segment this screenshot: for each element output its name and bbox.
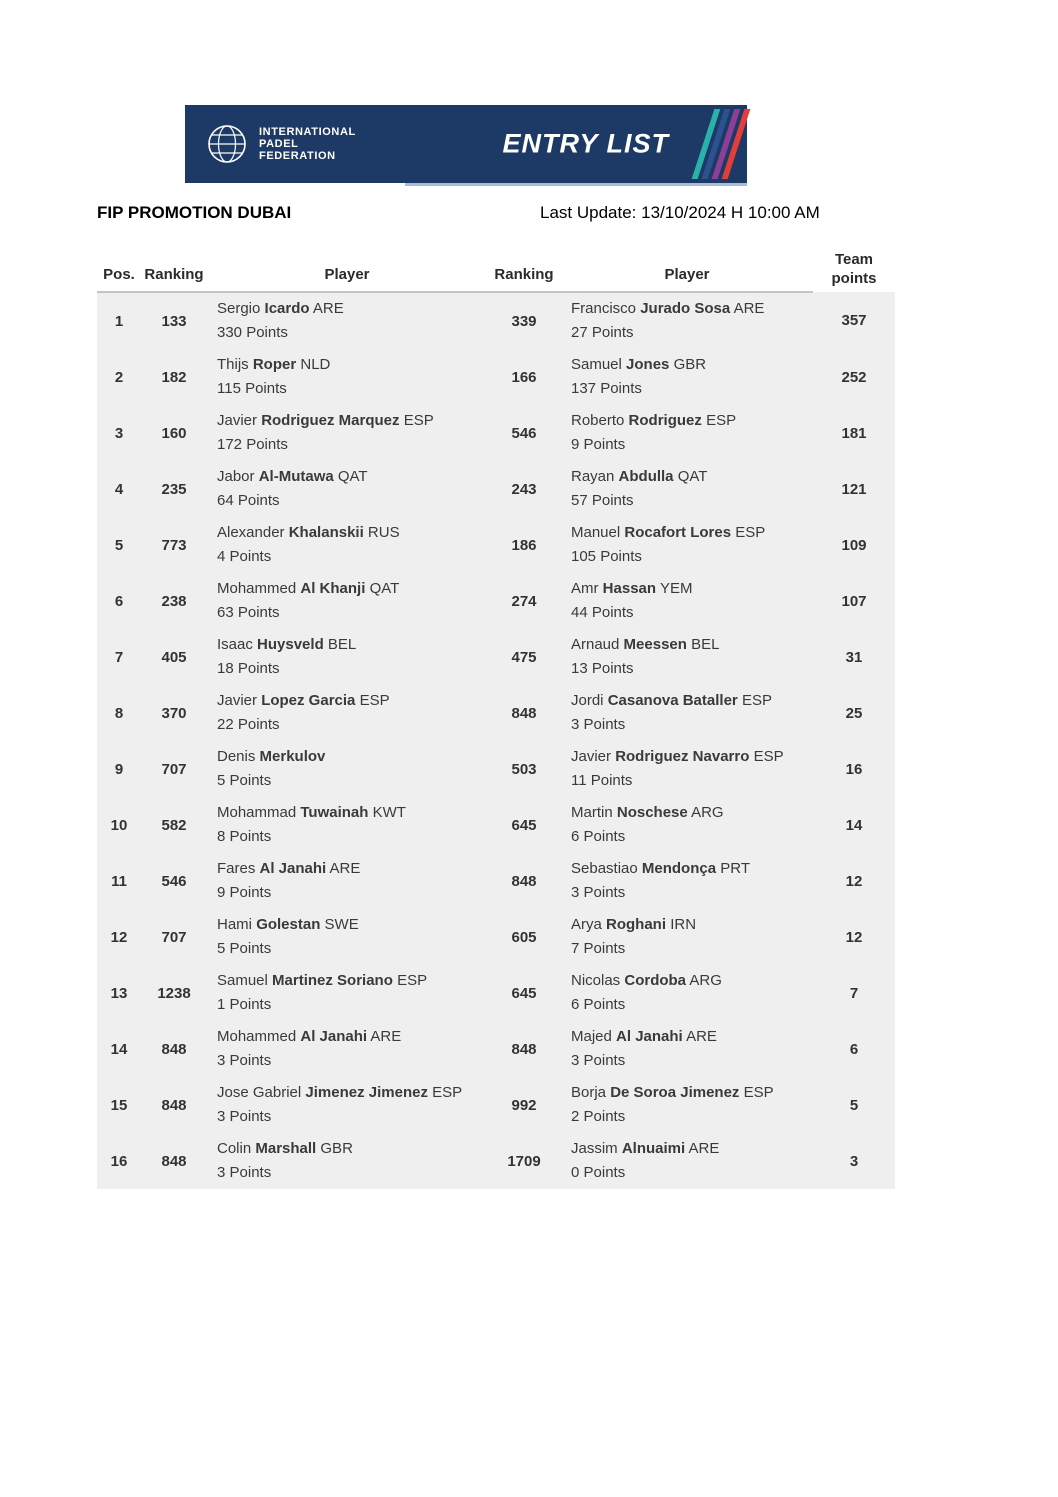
player1-points: 9 Points	[217, 884, 272, 901]
player1-cell	[207, 909, 487, 965]
player2-name	[571, 969, 813, 993]
team-points-cell: 121	[841, 480, 867, 498]
player1-cell	[207, 1077, 487, 1133]
player1-name	[217, 1025, 487, 1049]
player2-last-name: Meessen	[623, 636, 687, 653]
player2-cell	[561, 853, 813, 909]
ranking2-cell: 166	[511, 368, 537, 386]
player1-country: ARE	[370, 1028, 402, 1045]
team-points-cell: 7	[849, 984, 859, 1002]
player1-first-name: Denis	[217, 748, 256, 765]
player1-cell	[207, 405, 487, 461]
entry-table	[97, 250, 895, 1189]
table-row	[97, 965, 895, 1021]
col-header-ranking1: Ranking	[141, 250, 207, 292]
player1-country: QAT	[369, 580, 400, 597]
ipf-logo-line1: INTERNATIONAL	[259, 126, 356, 138]
player2-name	[571, 297, 813, 321]
ranking2-cell: 1709	[507, 1152, 541, 1170]
player1-points: 18 Points	[217, 660, 280, 677]
player2-last-name: Noschese	[616, 804, 688, 821]
position-cell: 1	[114, 312, 124, 330]
player2-points: 57 Points	[571, 492, 634, 509]
player1-country: ESP	[359, 692, 390, 709]
player1-country: ARE	[312, 300, 344, 317]
player2-last-name: De Soroa Jimenez	[610, 1084, 740, 1101]
ranking1-cell: 182	[161, 368, 187, 386]
table-row	[97, 405, 895, 461]
player2-last-name: Casanova Bataller	[607, 692, 738, 709]
player1-name	[217, 409, 487, 433]
player2-country: GBR	[673, 356, 707, 373]
player1-first-name: Jabor	[217, 468, 255, 485]
position-cell: 11	[111, 872, 127, 890]
player1-first-name: Hami	[217, 916, 253, 933]
player2-last-name: Cordoba	[624, 972, 687, 989]
ranking2-cell: 546	[511, 424, 537, 442]
player2-points: 105 Points	[571, 548, 642, 565]
player1-cell	[207, 797, 487, 853]
player1-last-name: Icardo	[264, 300, 310, 317]
player1-first-name: Colin	[217, 1140, 252, 1157]
entry-table-body	[97, 292, 895, 1189]
ranking1-cell: 848	[161, 1096, 187, 1114]
player2-last-name: Hassan	[602, 580, 657, 597]
player1-name	[217, 1081, 487, 1105]
player2-name	[571, 913, 813, 937]
player1-first-name: Mohammed	[217, 580, 297, 597]
player2-country: BEL	[691, 636, 720, 653]
player2-country: QAT	[677, 468, 708, 485]
player2-first-name: Martin	[571, 804, 613, 821]
ranking2-cell: 339	[511, 312, 537, 330]
position-cell: 13	[110, 984, 128, 1002]
player1-last-name: Al-Mutawa	[258, 468, 334, 485]
ranking1-cell: 707	[161, 760, 187, 778]
player2-first-name: Amr	[571, 580, 599, 597]
subheader	[97, 203, 895, 227]
event-title: FIP PROMOTION DUBAI	[97, 203, 292, 222]
player2-first-name: Roberto	[571, 412, 625, 429]
ranking1-cell: 405	[161, 648, 187, 666]
player1-first-name: Javier	[217, 412, 258, 429]
player2-cell	[561, 741, 813, 797]
globe-icon	[205, 122, 249, 166]
player2-points: 6 Points	[571, 828, 626, 845]
player1-first-name: Isaac	[217, 636, 253, 653]
player1-points: 3 Points	[217, 1164, 272, 1181]
player2-cell	[561, 1133, 813, 1189]
position-cell: 9	[114, 760, 124, 778]
player2-last-name: Al Janahi	[616, 1028, 683, 1045]
player2-name	[571, 1137, 813, 1161]
ranking2-cell: 848	[511, 1040, 537, 1058]
player1-points: 1 Points	[217, 996, 272, 1013]
player2-first-name: Borja	[571, 1084, 607, 1101]
player1-country: ESP	[403, 412, 434, 429]
col-header-team-points: Team points	[831, 251, 877, 287]
player2-cell	[561, 405, 813, 461]
ranking1-cell: 238	[161, 592, 187, 610]
team-points-cell: 107	[841, 592, 867, 610]
player1-cell	[207, 965, 487, 1021]
player1-country: RUS	[367, 524, 400, 541]
player2-cell	[561, 461, 813, 517]
player2-country: PRT	[720, 860, 750, 877]
player1-cell	[207, 1133, 487, 1189]
team-points-cell: 3	[849, 1152, 859, 1170]
table-row	[97, 685, 895, 741]
player1-points: 5 Points	[217, 772, 272, 789]
player2-name	[571, 633, 813, 657]
player2-points: 27 Points	[571, 324, 634, 341]
ranking2-cell: 992	[511, 1096, 537, 1114]
player1-last-name: Roper	[252, 356, 297, 373]
ranking2-cell: 503	[511, 760, 537, 778]
player1-name	[217, 689, 487, 713]
table-row	[97, 517, 895, 573]
player1-first-name: Alexander	[217, 524, 285, 541]
player2-cell	[561, 1021, 813, 1077]
table-row	[97, 629, 895, 685]
player2-points: 2 Points	[571, 1108, 626, 1125]
ipf-logo	[205, 122, 356, 166]
player2-points: 0 Points	[571, 1164, 626, 1181]
team-points-cell: 6	[849, 1040, 859, 1058]
player1-last-name: Marshall	[255, 1140, 317, 1157]
ranking1-cell: 848	[161, 1152, 187, 1170]
player1-cell	[207, 741, 487, 797]
player2-points: 3 Points	[571, 1052, 626, 1069]
table-row	[97, 1077, 895, 1133]
ranking1-cell: 133	[161, 312, 187, 330]
table-row	[97, 292, 895, 349]
player1-last-name: Lopez Garcia	[261, 692, 356, 709]
player1-name	[217, 1137, 487, 1161]
player2-country: ESP	[753, 748, 784, 765]
table-row	[97, 573, 895, 629]
player1-name	[217, 913, 487, 937]
player1-country: ESP	[432, 1084, 463, 1101]
player2-last-name: Jones	[626, 356, 670, 373]
player2-first-name: Manuel	[571, 524, 621, 541]
player1-cell	[207, 517, 487, 573]
player2-first-name: Nicolas	[571, 972, 621, 989]
team-points-cell: 252	[841, 368, 867, 386]
player1-points: 64 Points	[217, 492, 280, 509]
position-cell: 7	[114, 648, 124, 666]
player2-country: ARE	[733, 300, 765, 317]
player1-first-name: Sergio	[217, 300, 261, 317]
col-header-ranking2: Ranking	[487, 250, 561, 292]
ranking1-cell: 848	[161, 1040, 187, 1058]
player1-country: GBR	[320, 1140, 353, 1157]
player2-country: ARE	[688, 1140, 720, 1157]
col-header-pos: Pos.	[97, 250, 141, 292]
player2-last-name: Alnuaimi	[621, 1140, 686, 1157]
player2-first-name: Arnaud	[571, 636, 620, 653]
player2-cell	[561, 965, 813, 1021]
ranking1-cell: 235	[161, 480, 187, 498]
position-cell: 15	[110, 1096, 128, 1114]
player2-last-name: Abdulla	[618, 468, 674, 485]
player2-points: 11 Points	[571, 772, 633, 789]
player1-first-name: Mohammad	[217, 804, 297, 821]
player2-last-name: Rodriguez	[628, 412, 702, 429]
player2-cell	[561, 909, 813, 965]
player2-last-name: Roghani	[606, 916, 667, 933]
team-points-cell: 5	[849, 1096, 859, 1114]
player1-first-name: Jose Gabriel	[217, 1084, 302, 1101]
team-points-cell: 109	[841, 536, 867, 554]
player1-points: 4 Points	[217, 548, 272, 565]
player2-points: 3 Points	[571, 716, 626, 733]
player1-cell	[207, 853, 487, 909]
position-cell: 12	[110, 928, 128, 946]
player1-points: 22 Points	[217, 716, 280, 733]
player1-last-name: Rodriguez Marquez	[261, 412, 400, 429]
player2-name	[571, 689, 813, 713]
player2-name	[571, 409, 813, 433]
player1-name	[217, 521, 487, 545]
player2-cell	[561, 517, 813, 573]
entry-list-banner	[185, 105, 747, 183]
player1-name	[217, 745, 487, 769]
ranking2-cell: 645	[511, 816, 537, 834]
player1-name	[217, 297, 487, 321]
player1-last-name: Jimenez Jimenez	[305, 1084, 428, 1101]
ranking1-cell: 1238	[157, 984, 191, 1002]
player1-name	[217, 465, 487, 489]
player2-country: YEM	[659, 580, 693, 597]
banner-stripes-decoration	[699, 109, 739, 179]
ipf-logo-text	[259, 126, 356, 162]
player2-name	[571, 857, 813, 881]
banner-underline-decoration	[405, 183, 747, 186]
position-cell: 2	[114, 368, 124, 386]
table-row	[97, 741, 895, 797]
ranking2-cell: 475	[511, 648, 537, 666]
player2-name	[571, 1025, 813, 1049]
player1-name	[217, 633, 487, 657]
position-cell: 4	[114, 480, 124, 498]
player1-points: 172 Points	[217, 436, 288, 453]
player1-country: NLD	[300, 356, 331, 373]
ranking1-cell: 773	[161, 536, 187, 554]
ranking1-cell: 160	[161, 424, 187, 442]
player2-name	[571, 801, 813, 825]
player2-cell	[561, 629, 813, 685]
player1-last-name: Khalanskii	[288, 524, 364, 541]
ranking2-cell: 274	[511, 592, 537, 610]
last-update-text: Last Update: 13/10/2024 H 10:00 AM	[540, 203, 820, 222]
player2-cell	[561, 1077, 813, 1133]
player2-points: 13 Points	[571, 660, 634, 677]
table-row	[97, 797, 895, 853]
player2-first-name: Javier	[571, 748, 612, 765]
player2-cell	[561, 797, 813, 853]
player1-cell	[207, 1021, 487, 1077]
player2-last-name: Rocafort Lores	[624, 524, 732, 541]
player2-points: 137 Points	[571, 380, 642, 397]
player2-last-name: Mendonça	[641, 860, 717, 877]
player2-last-name: Jurado Sosa	[640, 300, 731, 317]
player2-first-name: Jassim	[571, 1140, 618, 1157]
player1-last-name: Huysveld	[257, 636, 324, 653]
player1-cell	[207, 573, 487, 629]
player1-name	[217, 969, 487, 993]
position-cell: 8	[114, 704, 124, 722]
position-cell: 16	[110, 1152, 128, 1170]
team-points-cell: 357	[841, 312, 867, 329]
player2-name	[571, 745, 813, 769]
player2-points: 3 Points	[571, 884, 626, 901]
player2-name	[571, 465, 813, 489]
player2-name	[571, 521, 813, 545]
table-row	[97, 1021, 895, 1077]
player2-country: ESP	[743, 1084, 774, 1101]
player1-last-name: Al Janahi	[300, 1028, 368, 1045]
player1-name	[217, 577, 487, 601]
ranking1-cell: 370	[161, 704, 187, 722]
team-points-cell: 16	[845, 760, 863, 778]
player1-country: SWE	[324, 916, 359, 933]
position-cell: 5	[114, 536, 124, 554]
team-points-cell: 31	[845, 648, 863, 666]
player1-first-name: Javier	[217, 692, 258, 709]
table-row	[97, 461, 895, 517]
player1-first-name: Samuel	[217, 972, 268, 989]
player1-country: ESP	[397, 972, 428, 989]
player2-first-name: Arya	[571, 916, 602, 933]
player1-name	[217, 857, 487, 881]
player1-first-name: Thijs	[217, 356, 249, 373]
table-row	[97, 1133, 895, 1189]
ranking2-cell: 186	[511, 536, 537, 554]
ipf-logo-line3: FEDERATION	[259, 150, 336, 162]
player2-country: ARE	[686, 1028, 717, 1045]
ranking1-cell: 707	[161, 928, 187, 946]
player2-first-name: Majed	[571, 1028, 612, 1045]
ranking2-cell: 848	[511, 872, 537, 890]
table-row	[97, 853, 895, 909]
player2-country: ESP	[741, 692, 772, 709]
player1-cell	[207, 629, 487, 685]
player1-cell	[207, 685, 487, 741]
position-cell: 14	[110, 1040, 128, 1058]
player2-country: IRN	[670, 916, 697, 933]
player1-cell	[207, 461, 487, 517]
player1-first-name: Fares	[217, 860, 256, 877]
ranking2-cell: 645	[511, 984, 537, 1002]
table-header-row	[97, 250, 895, 292]
player1-points: 63 Points	[217, 604, 280, 621]
col-header-player1: Player	[207, 250, 487, 292]
player1-points: 3 Points	[217, 1052, 272, 1069]
team-points-cell: 14	[845, 816, 863, 834]
player1-name	[217, 801, 487, 825]
player2-cell	[561, 573, 813, 629]
player2-points: 9 Points	[571, 436, 626, 453]
player2-name	[571, 1081, 813, 1105]
player1-country: KWT	[372, 804, 406, 821]
ranking2-cell: 243	[511, 480, 537, 498]
player2-country: ESP	[735, 524, 766, 541]
ranking2-cell: 605	[511, 928, 537, 946]
player2-name	[571, 577, 813, 601]
position-cell: 6	[114, 592, 124, 610]
player2-country: ARG	[689, 972, 722, 989]
player1-country: QAT	[337, 468, 368, 485]
player1-points: 5 Points	[217, 940, 272, 957]
player1-points: 8 Points	[217, 828, 272, 845]
player1-last-name: Merkulov	[259, 748, 326, 765]
player2-cell	[561, 685, 813, 741]
player1-country: BEL	[327, 636, 357, 653]
table-row	[97, 349, 895, 405]
player2-last-name: Rodriguez Navarro	[615, 748, 750, 765]
player2-country: ARG	[691, 804, 724, 821]
player1-cell	[207, 349, 487, 405]
player1-points: 330 Points	[217, 324, 288, 341]
player2-cell	[561, 292, 813, 349]
ranking2-cell: 848	[511, 704, 537, 722]
player2-first-name: Rayan	[571, 468, 615, 485]
player1-last-name: Al Khanji	[300, 580, 366, 597]
player2-cell	[561, 349, 813, 405]
position-cell: 10	[110, 816, 128, 834]
player1-cell	[207, 292, 487, 349]
player2-first-name: Jordi	[571, 692, 604, 709]
player1-points: 115 Points	[217, 380, 287, 397]
table-row	[97, 909, 895, 965]
ranking1-cell: 546	[161, 872, 187, 890]
player2-first-name: Francisco	[571, 300, 637, 317]
player1-last-name: Martinez Soriano	[272, 972, 393, 989]
col-header-player2: Player	[561, 250, 813, 292]
team-points-cell: 181	[841, 424, 867, 442]
player2-country: ESP	[706, 412, 737, 429]
player2-points: 7 Points	[571, 940, 626, 957]
player2-first-name: Sebastiao	[571, 860, 638, 877]
player2-points: 44 Points	[571, 604, 634, 621]
team-points-cell: 12	[845, 872, 863, 890]
player1-points: 3 Points	[217, 1108, 272, 1125]
player1-country: ARE	[329, 860, 361, 877]
player1-first-name: Mohammed	[217, 1028, 297, 1045]
player1-last-name: Al Janahi	[259, 860, 327, 877]
ipf-logo-line2: PADEL	[259, 138, 299, 150]
player1-last-name: Golestan	[256, 916, 321, 933]
player2-first-name: Samuel	[571, 356, 622, 373]
ranking1-cell: 582	[161, 816, 187, 834]
player2-points: 6 Points	[571, 996, 626, 1013]
team-points-cell: 25	[845, 704, 863, 722]
team-points-cell: 12	[845, 928, 863, 946]
entry-list-title: ENTRY LIST	[502, 128, 669, 159]
player1-name	[217, 353, 487, 377]
player2-name	[571, 353, 813, 377]
player1-last-name: Tuwainah	[300, 804, 369, 821]
position-cell: 3	[114, 424, 124, 442]
